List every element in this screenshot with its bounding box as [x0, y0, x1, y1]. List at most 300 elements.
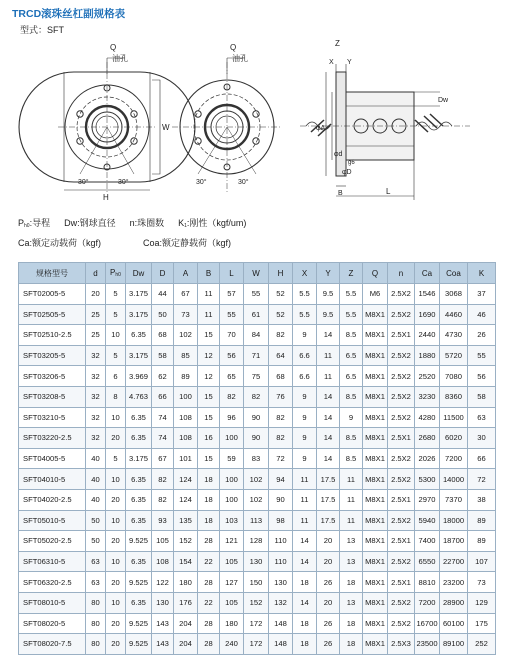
- table-cell: 3.969: [126, 366, 152, 387]
- table-cell: 98: [269, 510, 293, 531]
- table-cell: 11500: [440, 407, 468, 428]
- table-header-cell: B: [198, 263, 220, 284]
- table-cell: 28: [198, 634, 220, 655]
- table-cell: 9: [293, 407, 317, 428]
- table-cell: 6.5: [340, 366, 363, 387]
- table-cell: 26: [317, 634, 340, 655]
- table-cell: 93: [152, 510, 174, 531]
- table-cell: 102: [244, 489, 269, 510]
- table-cell: 108: [174, 428, 198, 449]
- table-cell: 28: [198, 572, 220, 593]
- table-cell: 22700: [440, 551, 468, 572]
- model-cell: SFT04005-5: [19, 448, 86, 469]
- model-cell: SFT05010-5: [19, 510, 86, 531]
- table-cell: 11: [198, 284, 220, 305]
- table-cell: 72: [269, 448, 293, 469]
- table-cell: 172: [244, 613, 269, 634]
- table-cell: 8.5: [340, 448, 363, 469]
- table-cell: 2440: [415, 325, 440, 346]
- table-cell: 60100: [440, 613, 468, 634]
- table-cell: 152: [244, 592, 269, 613]
- model-cell: SFT03210-5: [19, 407, 86, 428]
- table-row: [19, 284, 496, 305]
- table-cell: 50: [86, 510, 106, 531]
- table-cell: 9.525: [126, 572, 152, 593]
- table-cell: 2.5X2: [388, 469, 415, 490]
- table-cell: 3.175: [126, 284, 152, 305]
- table-cell: 6.6: [293, 345, 317, 366]
- table-cell: 10: [106, 407, 126, 428]
- table-row: [19, 551, 496, 572]
- table-cell: 76: [269, 386, 293, 407]
- table-cell: 5.5: [293, 304, 317, 325]
- table-cell: 110: [269, 531, 293, 552]
- table-cell: 18: [198, 469, 220, 490]
- table-cell: 8.5: [340, 386, 363, 407]
- table-cell: 11: [317, 366, 340, 387]
- table-cell: 56: [220, 345, 244, 366]
- table-cell: 3068: [440, 284, 468, 305]
- right-a-label: φA: [316, 125, 326, 132]
- table-cell: 108: [152, 551, 174, 572]
- left-angle-2: 30°: [118, 179, 129, 186]
- table-cell: 9: [293, 325, 317, 346]
- table-cell: 11: [293, 489, 317, 510]
- table-cell: 68: [269, 366, 293, 387]
- table-cell: M8X1: [363, 304, 388, 325]
- table-cell: 148: [269, 613, 293, 634]
- table-row: [19, 304, 496, 325]
- table-header-cell: A: [174, 263, 198, 284]
- table-cell: 28: [198, 613, 220, 634]
- table-cell: 26: [468, 325, 496, 346]
- table-cell: 82: [220, 386, 244, 407]
- table-cell: 85: [174, 345, 198, 366]
- side-view-right: [300, 64, 470, 200]
- table-cell: 40: [86, 469, 106, 490]
- left-h-label: H: [103, 193, 109, 202]
- table-cell: 80: [86, 634, 106, 655]
- table-cell: 143: [152, 634, 174, 655]
- model-cell: SFT02505-5: [19, 304, 86, 325]
- table-row: [19, 407, 496, 428]
- table-cell: 2520: [415, 366, 440, 387]
- table-cell: 2026: [415, 448, 440, 469]
- right-x-label: X: [329, 59, 334, 66]
- table-cell: 96: [220, 407, 244, 428]
- table-cell: 252: [468, 634, 496, 655]
- table-cell: M8X1: [363, 469, 388, 490]
- table-cell: 2.5X2: [388, 510, 415, 531]
- table-cell: 94: [269, 469, 293, 490]
- table-cell: 83: [244, 448, 269, 469]
- legend-ball-dia: Dw:钢球直径: [64, 218, 116, 228]
- table-cell: 20: [86, 284, 106, 305]
- table-cell: 26: [317, 613, 340, 634]
- table-cell: 20: [106, 531, 126, 552]
- table-cell: 3.175: [126, 448, 152, 469]
- table-cell: 67: [152, 448, 174, 469]
- table-cell: 18: [340, 613, 363, 634]
- table-cell: 37: [468, 284, 496, 305]
- table-cell: 14: [293, 551, 317, 572]
- table-cell: 100: [220, 469, 244, 490]
- left-w-label: W: [162, 123, 170, 132]
- table-cell: 180: [174, 572, 198, 593]
- legend-line-2: [18, 236, 231, 249]
- table-cell: 100: [174, 386, 198, 407]
- table-cell: 20: [106, 613, 126, 634]
- right-l-label: L: [386, 187, 391, 196]
- model-cell: SFT03220-2.5: [19, 428, 86, 449]
- table-cell: 2.5X1: [388, 428, 415, 449]
- table-cell: 3.175: [126, 304, 152, 325]
- table-cell: 66: [152, 386, 174, 407]
- table-cell: 73: [468, 572, 496, 593]
- table-row: [19, 634, 496, 655]
- table-cell: 63: [86, 551, 106, 572]
- table-cell: 5: [106, 304, 126, 325]
- table-cell: 80: [86, 592, 106, 613]
- table-cell: 10: [106, 510, 126, 531]
- table-cell: 150: [244, 572, 269, 593]
- table-cell: 127: [220, 572, 244, 593]
- table-cell: 17.5: [317, 469, 340, 490]
- table-cell: 82: [269, 428, 293, 449]
- table-cell: 50: [86, 531, 106, 552]
- table-cell: M8X1: [363, 448, 388, 469]
- table-cell: 105: [152, 531, 174, 552]
- model-cell: SFT08010-5: [19, 592, 86, 613]
- table-cell: 9.525: [126, 531, 152, 552]
- table-cell: 40: [86, 489, 106, 510]
- table-cell: 82: [269, 325, 293, 346]
- table-cell: 6.35: [126, 489, 152, 510]
- table-cell: 7080: [440, 366, 468, 387]
- table-cell: 122: [152, 572, 174, 593]
- table-cell: 240: [220, 634, 244, 655]
- right-b-label: B: [338, 190, 343, 197]
- table-cell: 10: [106, 325, 126, 346]
- model-cell: SFT05020-2.5: [19, 531, 86, 552]
- table-body: [19, 284, 496, 655]
- table-cell: 108: [174, 407, 198, 428]
- table-row: [19, 366, 496, 387]
- table-cell: 32: [86, 386, 106, 407]
- table-cell: 18: [198, 510, 220, 531]
- table-cell: 52: [269, 284, 293, 305]
- model-type: 型式：SFT: [20, 25, 64, 35]
- table-cell: 176: [174, 592, 198, 613]
- table-cell: 7400: [415, 531, 440, 552]
- table-cell: 148: [269, 634, 293, 655]
- table-header-cell: D: [152, 263, 174, 284]
- table-cell: 10: [106, 551, 126, 572]
- table-cell: 10: [106, 469, 126, 490]
- table-cell: 8.5: [340, 325, 363, 346]
- table-cell: 25: [86, 325, 106, 346]
- table-row: [19, 489, 496, 510]
- table-cell: 14: [317, 407, 340, 428]
- table-cell: 20: [317, 592, 340, 613]
- table-cell: 13: [340, 531, 363, 552]
- table-cell: 2.5X2: [388, 366, 415, 387]
- table-cell: 124: [174, 469, 198, 490]
- table-cell: 32: [86, 366, 106, 387]
- model-cell: SFT02510-2.5: [19, 325, 86, 346]
- table-header-cell: Ca: [415, 263, 440, 284]
- table-cell: 9.5: [317, 304, 340, 325]
- table-cell: 20: [106, 634, 126, 655]
- table-header-cell: $P_{h0}$: [106, 263, 126, 284]
- table-row: [19, 510, 496, 531]
- table-cell: 130: [269, 572, 293, 593]
- right-z-label: Z: [335, 39, 340, 48]
- table-cell: 2.5X1: [388, 531, 415, 552]
- model-cell: SFT04010-5: [19, 469, 86, 490]
- table-cell: 55: [244, 284, 269, 305]
- table-cell: 5: [106, 284, 126, 305]
- table-cell: 14: [317, 325, 340, 346]
- spec-table: [18, 262, 496, 655]
- table-cell: 58: [152, 345, 174, 366]
- model-cell: SFT04020-2.5: [19, 489, 86, 510]
- table-cell: 15: [198, 386, 220, 407]
- table-cell: 2.5X2: [388, 448, 415, 469]
- table-cell: 52: [269, 304, 293, 325]
- table-header-cell: Coa: [440, 263, 468, 284]
- table-cell: 82: [269, 407, 293, 428]
- table-cell: 73: [174, 304, 198, 325]
- table-cell: 5: [106, 448, 126, 469]
- table-cell: 101: [174, 448, 198, 469]
- table-cell: 132: [269, 592, 293, 613]
- legend-dynamic-load: Ca:额定动载荷（kgf): [18, 238, 102, 248]
- table-cell: 18: [293, 613, 317, 634]
- right-g6-label: g6: [348, 160, 355, 166]
- table-cell: M8X1: [363, 325, 388, 346]
- table-cell: 6.35: [126, 510, 152, 531]
- table-cell: 11: [293, 510, 317, 531]
- right-dw-label: Dw: [438, 97, 449, 104]
- left-q-label: Q: [110, 43, 117, 52]
- table-cell: 9.5: [317, 284, 340, 305]
- table-cell: M8X1: [363, 345, 388, 366]
- table-cell: 4280: [415, 407, 440, 428]
- table-cell: 100: [220, 489, 244, 510]
- table-cell: 2.5X2: [388, 613, 415, 634]
- table-cell: 65: [220, 366, 244, 387]
- table-row: [19, 572, 496, 593]
- table-header-cell: Z: [340, 263, 363, 284]
- table-cell: 1546: [415, 284, 440, 305]
- right-bigd-label: φD: [342, 169, 352, 176]
- table-row: [19, 613, 496, 634]
- table-cell: 5.5: [340, 304, 363, 325]
- table-cell: 2970: [415, 489, 440, 510]
- table-cell: 135: [174, 510, 198, 531]
- table-row: [19, 469, 496, 490]
- table-cell: 204: [174, 613, 198, 634]
- mid-oil-hole-label: 油孔: [232, 54, 248, 63]
- table-cell: 1690: [415, 304, 440, 325]
- table-cell: M8X1: [363, 386, 388, 407]
- table-cell: 18: [293, 634, 317, 655]
- table-cell: 16700: [415, 613, 440, 634]
- table-cell: 10: [106, 592, 126, 613]
- model-cell: SFT06310-5: [19, 551, 86, 572]
- table-cell: 90: [269, 489, 293, 510]
- table-cell: 44: [152, 284, 174, 305]
- table-cell: 80: [86, 613, 106, 634]
- legend-line-1: [18, 216, 246, 229]
- table-cell: 6.35: [126, 325, 152, 346]
- table-cell: 71: [244, 345, 269, 366]
- table-cell: 9: [340, 407, 363, 428]
- table-cell: 72: [468, 469, 496, 490]
- table-header-cell: n: [388, 263, 415, 284]
- table-cell: 90: [244, 428, 269, 449]
- table-cell: 74: [152, 428, 174, 449]
- table-cell: 2680: [415, 428, 440, 449]
- legend-turns: n:珠圈数: [129, 218, 165, 228]
- mid-angle-1: 30°: [196, 179, 207, 186]
- table-cell: 14: [293, 592, 317, 613]
- table-cell: 63: [86, 572, 106, 593]
- model-cell: SFT03205-5: [19, 345, 86, 366]
- table-cell: 152: [174, 531, 198, 552]
- table-cell: 59: [220, 448, 244, 469]
- table-cell: 2.5X3: [388, 634, 415, 655]
- table-cell: 9: [293, 448, 317, 469]
- table-header-cell: L: [220, 263, 244, 284]
- table-row: [19, 592, 496, 613]
- model-cell: SFT06320-2.5: [19, 572, 86, 593]
- table-row: [19, 345, 496, 366]
- table-cell: 12: [198, 345, 220, 366]
- table-cell: 103: [220, 510, 244, 531]
- table-cell: 2.5X2: [388, 386, 415, 407]
- left-oil-hole-label: 油孔: [112, 54, 128, 63]
- table-cell: 62: [152, 366, 174, 387]
- table-header-cell: K: [468, 263, 496, 284]
- table-cell: 57: [220, 284, 244, 305]
- legend-lead: $P_{h0}$:导程: [18, 218, 51, 229]
- table-cell: 13: [340, 592, 363, 613]
- table-cell: 2.5X2: [388, 407, 415, 428]
- table-cell: 4730: [440, 325, 468, 346]
- table-cell: 11: [317, 345, 340, 366]
- table-header-cell: Y: [317, 263, 340, 284]
- table-cell: 6.35: [126, 469, 152, 490]
- table-header-cell: W: [244, 263, 269, 284]
- table-cell: 22: [198, 551, 220, 572]
- legend-static-load: Coa:额定静载荷（kgf): [143, 238, 232, 248]
- table-cell: 7370: [440, 489, 468, 510]
- table-cell: 14: [317, 386, 340, 407]
- table-cell: 2.5X2: [388, 551, 415, 572]
- right-d-label: φd: [334, 151, 343, 158]
- table-cell: 9: [293, 428, 317, 449]
- table-cell: 30: [468, 428, 496, 449]
- table-cell: 61: [244, 304, 269, 325]
- table-cell: 50: [152, 304, 174, 325]
- table-cell: 11: [198, 304, 220, 325]
- table-cell: 20: [106, 572, 126, 593]
- table-cell: 124: [174, 489, 198, 510]
- table-header-cell: d: [86, 263, 106, 284]
- table-cell: 11: [340, 510, 363, 531]
- table-cell: 28: [198, 531, 220, 552]
- table-cell: 40: [86, 448, 106, 469]
- table-cell: 16: [198, 428, 220, 449]
- table-cell: 8: [106, 386, 126, 407]
- table-cell: 68: [152, 325, 174, 346]
- table-row: [19, 428, 496, 449]
- table-cell: 6: [106, 366, 126, 387]
- table-cell: 14: [317, 428, 340, 449]
- table-cell: 2.5X2: [388, 345, 415, 366]
- table-cell: 130: [152, 592, 174, 613]
- table-cell: 5.5: [293, 284, 317, 305]
- table-cell: 8810: [415, 572, 440, 593]
- flange-view-middle: [172, 58, 282, 192]
- table-header-cell: Q: [363, 263, 388, 284]
- table-cell: 17.5: [317, 489, 340, 510]
- page-title: TRCD滚珠丝杠副规格表: [12, 8, 126, 20]
- table-cell: 89: [468, 510, 496, 531]
- table-cell: 15: [198, 407, 220, 428]
- table-cell: 9: [293, 386, 317, 407]
- table-cell: 90: [244, 407, 269, 428]
- table-cell: 6.35: [126, 592, 152, 613]
- table-cell: M8X1: [363, 510, 388, 531]
- table-cell: 175: [468, 613, 496, 634]
- table-cell: 82: [244, 386, 269, 407]
- table-cell: 8.5: [340, 428, 363, 449]
- table-cell: 2.5X1: [388, 325, 415, 346]
- table-cell: 63: [468, 407, 496, 428]
- table-cell: 121: [220, 531, 244, 552]
- table-cell: M6: [363, 284, 388, 305]
- table-cell: 18700: [440, 531, 468, 552]
- table-cell: 75: [244, 366, 269, 387]
- technical-drawings: [0, 34, 515, 204]
- table-cell: 13: [340, 551, 363, 572]
- table-cell: 4.763: [126, 386, 152, 407]
- table-cell: 89: [468, 531, 496, 552]
- table-cell: 105: [220, 592, 244, 613]
- table-cell: 102: [244, 469, 269, 490]
- right-y-label: Y: [347, 59, 352, 66]
- table-cell: 38: [468, 489, 496, 510]
- table-cell: 89100: [440, 634, 468, 655]
- table-cell: 6020: [440, 428, 468, 449]
- table-cell: 7200: [415, 592, 440, 613]
- table-cell: 18: [340, 572, 363, 593]
- table-cell: 64: [269, 345, 293, 366]
- table-cell: 18: [293, 572, 317, 593]
- table-cell: 89: [174, 366, 198, 387]
- table-cell: 6.35: [126, 428, 152, 449]
- table-cell: 204: [174, 634, 198, 655]
- table-header-cell: X: [293, 263, 317, 284]
- table-cell: 46: [468, 304, 496, 325]
- table-cell: 32: [86, 345, 106, 366]
- table-cell: 20: [317, 551, 340, 572]
- table-cell: 18000: [440, 510, 468, 531]
- table-header-cell: H: [269, 263, 293, 284]
